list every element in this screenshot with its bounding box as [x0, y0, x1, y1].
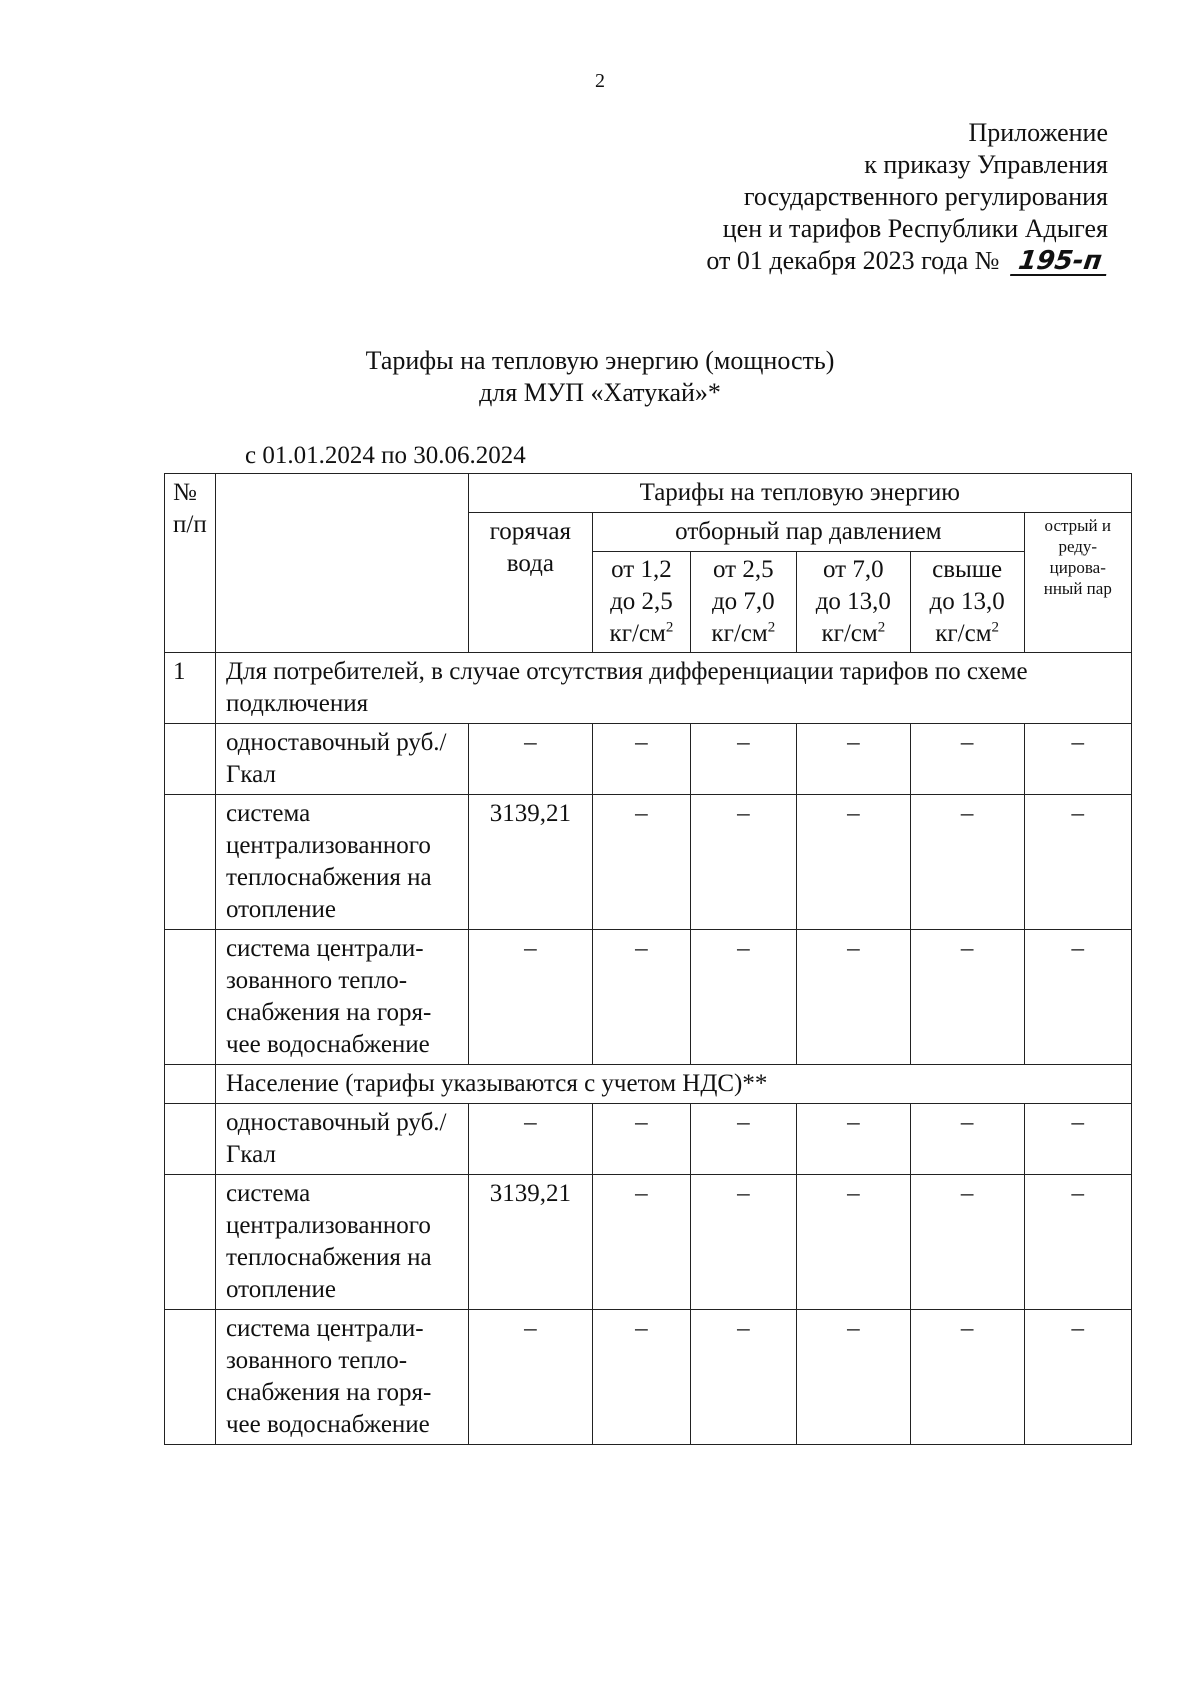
row-steam-2: –: [690, 1175, 796, 1310]
header-name-cell: [215, 474, 468, 653]
row-num-cell: [165, 724, 216, 795]
section-title: Для потребителей, в случае отсутствия дифференциации тарифов по схеме подключения: [215, 653, 1131, 724]
row-num-cell: [165, 795, 216, 930]
row-name: система централизованного теплоснабжения на отопление: [215, 1175, 468, 1310]
steam-col-unit: [915, 618, 1020, 650]
unit-text: кг/см: [609, 620, 666, 647]
unit-text: кг/см: [711, 620, 768, 647]
steam-col-unit: [597, 618, 686, 650]
unit-sup: 2: [665, 619, 674, 636]
steam-col-unit: [695, 618, 792, 650]
unit-text: кг/см: [821, 620, 878, 647]
row-steam-3: –: [796, 795, 910, 930]
row-num-cell: [165, 1310, 216, 1445]
row-name: одноставочный руб./Гкал: [215, 724, 468, 795]
row-sharp-steam: –: [1024, 930, 1131, 1065]
row-sharp-steam: –: [1024, 1175, 1131, 1310]
header-steam-col: [593, 552, 691, 653]
row-steam-1: –: [593, 1310, 691, 1445]
row-steam-1: –: [593, 795, 691, 930]
row-num-cell: [165, 1175, 216, 1310]
row-steam-4: –: [910, 1175, 1024, 1310]
row-steam-4: –: [910, 724, 1024, 795]
steam-col-line: до 13,0: [815, 588, 891, 615]
row-steam-1: –: [593, 1175, 691, 1310]
header-sharp-line: цирова-: [1049, 558, 1106, 577]
section-row: [165, 1065, 1132, 1104]
row-steam-2: –: [690, 724, 796, 795]
header-steam-col: [910, 552, 1024, 653]
row-steam-2: –: [690, 930, 796, 1065]
table-row: [165, 795, 1132, 930]
row-steam-3: –: [796, 1175, 910, 1310]
appendix-header: [706, 117, 1108, 277]
appendix-line: государственного регулирования: [743, 182, 1108, 211]
table-row: [165, 930, 1132, 1065]
header-hot-water: [468, 513, 593, 653]
unit-sup: 2: [991, 619, 1000, 636]
row-steam-3: –: [796, 724, 910, 795]
row-hot-water: 3139,21: [468, 1175, 593, 1310]
row-steam-1: –: [593, 1104, 691, 1175]
row-hot-water: –: [468, 1310, 593, 1445]
steam-col-line: свыше: [932, 556, 1003, 583]
row-hot-water: –: [468, 724, 593, 795]
row-steam-4: –: [910, 1310, 1024, 1445]
table-row: [165, 1104, 1132, 1175]
appendix-line: к приказу Управления: [864, 150, 1108, 179]
header-tariffs-group: Тарифы на тепловую энергию: [468, 474, 1132, 513]
title-line-2: для МУП «Хатукай»*: [479, 378, 721, 407]
tariff-period: с 01.01.2024 по 30.06.2024: [245, 442, 526, 469]
row-hot-water: 3139,21: [468, 795, 593, 930]
header-num-cell: [165, 474, 216, 653]
steam-col-line: от 7,0: [823, 556, 884, 583]
row-steam-1: –: [593, 724, 691, 795]
tariff-table: [164, 473, 1132, 1445]
row-steam-1: –: [593, 930, 691, 1065]
header-hot-water-line: горячая: [489, 518, 571, 545]
row-sharp-steam: –: [1024, 1104, 1131, 1175]
steam-col-line: до 2,5: [610, 588, 673, 615]
row-steam-3: –: [796, 1104, 910, 1175]
unit-sup: 2: [767, 619, 776, 636]
order-date: от 01 декабря 2023 года №: [706, 246, 1000, 275]
header-steam-col: [690, 552, 796, 653]
row-steam-3: –: [796, 930, 910, 1065]
row-name: система централи-зованного тепло-снабжения на горя-чее водоснабжение: [215, 1310, 468, 1445]
header-num-label: п/п: [173, 511, 207, 538]
row-steam-4: –: [910, 795, 1024, 930]
steam-col-line: до 7,0: [711, 588, 775, 615]
appendix-line: Приложение: [968, 118, 1108, 147]
table-row: [165, 1310, 1132, 1445]
section-row: [165, 653, 1132, 724]
row-hot-water: –: [468, 930, 593, 1065]
appendix-date-line: [706, 245, 1108, 277]
row-name: одноставочный руб./Гкал: [215, 1104, 468, 1175]
header-sharp-steam: [1024, 513, 1131, 653]
row-steam-2: –: [690, 795, 796, 930]
table-row: [165, 1175, 1132, 1310]
page-number: 2: [595, 70, 605, 92]
row-steam-4: –: [910, 930, 1024, 1065]
row-steam-2: –: [690, 1310, 796, 1445]
header-hot-water-line: вода: [506, 550, 554, 577]
steam-col-line: от 1,2: [611, 556, 672, 583]
steam-col-unit: [801, 618, 906, 650]
row-steam-4: –: [910, 1104, 1024, 1175]
section-num: 1: [165, 653, 216, 724]
row-name: система централизованного теплоснабжения на отопление: [215, 795, 468, 930]
header-row-1: [165, 474, 1132, 513]
section-num: [165, 1065, 216, 1104]
row-hot-water: –: [468, 1104, 593, 1175]
row-num-cell: [165, 930, 216, 1065]
header-sharp-line: острый и: [1044, 516, 1112, 535]
row-name: система централи-зованного тепло-снабжения на горя-чее водоснабжение: [215, 930, 468, 1065]
row-sharp-steam: –: [1024, 1310, 1131, 1445]
row-steam-2: –: [690, 1104, 796, 1175]
document-title: [0, 345, 1200, 409]
table-row: [165, 724, 1132, 795]
row-steam-3: –: [796, 1310, 910, 1445]
unit-text: кг/см: [935, 620, 992, 647]
header-steam-col: [796, 552, 910, 653]
steam-col-line: от 2,5: [713, 556, 774, 583]
row-sharp-steam: –: [1024, 724, 1131, 795]
row-sharp-steam: –: [1024, 795, 1131, 930]
title-line-1: Тарифы на тепловую энергию (мощность): [365, 346, 835, 375]
header-num-symbol: №: [173, 479, 197, 506]
unit-sup: 2: [877, 619, 886, 636]
row-num-cell: [165, 1104, 216, 1175]
section-title: Население (тарифы указываются с учетом НДС)**: [215, 1065, 1131, 1104]
header-sharp-line: нный пар: [1043, 579, 1112, 598]
steam-col-line: до 13,0: [929, 588, 1005, 615]
header-steam-group: отборный пар давлением: [593, 513, 1024, 552]
header-sharp-line: реду-: [1058, 537, 1098, 556]
appendix-line: цен и тарифов Республики Адыгея: [722, 214, 1108, 243]
handwritten-order-number: 195-п: [1010, 248, 1110, 276]
